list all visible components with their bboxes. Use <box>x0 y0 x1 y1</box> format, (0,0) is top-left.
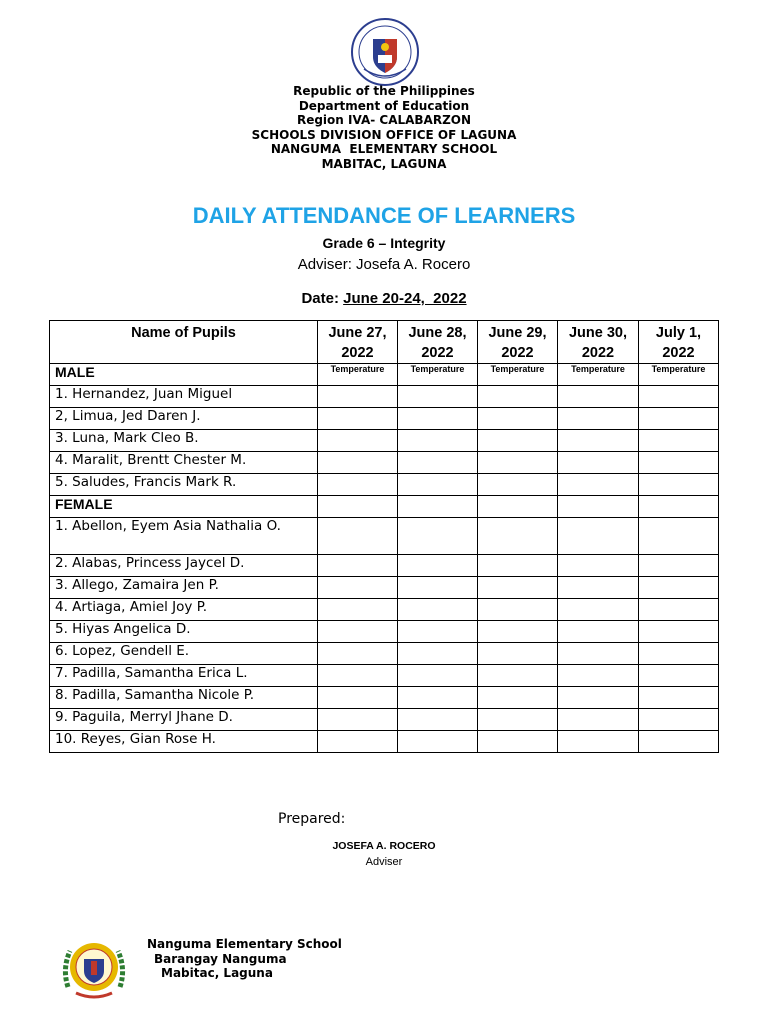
pupil-name: 4. Artiaga, Amiel Joy P. <box>50 599 318 621</box>
attendance-cell[interactable] <box>639 452 719 474</box>
attendance-cell[interactable] <box>318 665 398 687</box>
attendance-cell[interactable] <box>639 731 719 753</box>
date-column-header: June 29, 2022 <box>478 321 558 364</box>
table-row <box>50 430 719 452</box>
attendance-cell[interactable] <box>558 709 639 731</box>
female-label: FEMALE <box>50 496 318 518</box>
attendance-cell[interactable] <box>639 430 719 452</box>
table-row <box>50 577 719 599</box>
attendance-cell[interactable] <box>478 599 558 621</box>
attendance-cell[interactable] <box>639 474 719 496</box>
pupil-name: 6. Lopez, Gendell E. <box>50 643 318 665</box>
table-row <box>50 731 719 753</box>
attendance-cell[interactable] <box>478 474 558 496</box>
attendance-cell[interactable] <box>398 430 478 452</box>
attendance-cell[interactable] <box>398 731 478 753</box>
temperature-label: Temperature <box>318 364 398 386</box>
attendance-cell[interactable] <box>558 386 639 408</box>
attendance-cell[interactable] <box>398 452 478 474</box>
attendance-cell[interactable] <box>318 430 398 452</box>
table-row <box>50 665 719 687</box>
female-group-row <box>50 496 719 518</box>
header-line: Region IVA- CALABARZON <box>296 113 472 128</box>
table-row <box>50 687 719 709</box>
table-row <box>50 643 719 665</box>
document-title: DAILY ATTENDANCE OF LEARNERS <box>192 203 576 228</box>
date-value: June 20-24, 2022 <box>343 290 467 307</box>
attendance-cell[interactable] <box>478 518 558 555</box>
attendance-cell[interactable] <box>478 731 558 753</box>
temperature-label: Temperature <box>558 364 639 386</box>
deped-seal-icon <box>350 17 420 87</box>
attendance-cell[interactable] <box>478 577 558 599</box>
pupil-name: 1. Abellon, Eyem Asia Nathalia O. <box>50 518 318 555</box>
attendance-cell[interactable] <box>558 518 639 555</box>
header-line: MABITAC, LAGUNA <box>321 156 447 171</box>
attendance-cell[interactable] <box>639 555 719 577</box>
pupil-name: 1. Hernandez, Juan Miguel <box>50 386 318 408</box>
table-row <box>50 621 719 643</box>
table-row <box>50 518 719 555</box>
attendance-cell[interactable] <box>478 621 558 643</box>
temperature-label: Temperature <box>478 364 558 386</box>
attendance-cell[interactable] <box>558 665 639 687</box>
attendance-table <box>49 320 719 753</box>
attendance-cell[interactable] <box>398 621 478 643</box>
header-line: Republic of the Philippines <box>293 84 475 98</box>
attendance-cell[interactable] <box>639 518 719 555</box>
attendance-cell[interactable] <box>318 474 398 496</box>
attendance-cell[interactable] <box>398 408 478 430</box>
pupil-name: 3. Allego, Zamaira Jen P. <box>50 577 318 599</box>
attendance-cell[interactable] <box>398 577 478 599</box>
attendance-cell[interactable] <box>639 709 719 731</box>
attendance-cell[interactable] <box>558 408 639 430</box>
footer-address <box>147 937 342 981</box>
table-row <box>50 452 719 474</box>
male-group-row <box>50 364 719 386</box>
adviser-line: Adviser: Josefa A. Rocero <box>297 256 471 273</box>
pupil-name: 7. Padilla, Samantha Erica L. <box>50 665 318 687</box>
attendance-cell[interactable] <box>478 452 558 474</box>
attendance-cell[interactable] <box>639 665 719 687</box>
grade-section: Grade 6 – Integrity <box>322 235 446 251</box>
pupil-name: 8. Padilla, Samantha Nicole P. <box>50 687 318 709</box>
attendance-cell[interactable] <box>318 577 398 599</box>
attendance-cell[interactable] <box>558 731 639 753</box>
attendance-cell[interactable] <box>558 496 639 518</box>
name-column-header: Name of Pupils <box>50 321 318 364</box>
attendance-cell[interactable] <box>478 386 558 408</box>
attendance-cell[interactable] <box>398 665 478 687</box>
attendance-cell[interactable] <box>639 577 719 599</box>
table-row <box>50 474 719 496</box>
attendance-cell[interactable] <box>398 643 478 665</box>
attendance-cell[interactable] <box>558 577 639 599</box>
attendance-cell[interactable] <box>639 643 719 665</box>
attendance-cell[interactable] <box>318 687 398 709</box>
date-column-header: June 28, 2022 <box>398 321 478 364</box>
attendance-cell[interactable] <box>318 496 398 518</box>
attendance-cell[interactable] <box>558 643 639 665</box>
footer-line: Barangay Nanguma <box>154 951 287 966</box>
attendance-cell[interactable] <box>318 555 398 577</box>
pupil-name: 5. Saludes, Francis Mark R. <box>50 474 318 496</box>
attendance-cell[interactable] <box>639 599 719 621</box>
date-label: Date: <box>301 290 339 307</box>
attendance-cell[interactable] <box>639 496 719 518</box>
attendance-cell[interactable] <box>398 709 478 731</box>
footer-line: Nanguma Elementary School <box>147 937 342 951</box>
attendance-cell[interactable] <box>558 430 639 452</box>
date-column-header: July 1, 2022 <box>639 321 719 364</box>
attendance-cell[interactable] <box>478 665 558 687</box>
attendance-cell[interactable] <box>639 687 719 709</box>
signer-role: Adviser <box>365 856 403 868</box>
attendance-cell[interactable] <box>639 386 719 408</box>
date-column-header: June 30, 2022 <box>558 321 639 364</box>
attendance-cell[interactable] <box>478 496 558 518</box>
attendance-cell[interactable] <box>558 474 639 496</box>
header-line: NANGUMA ELEMENTARY SCHOOL <box>270 142 498 157</box>
table-row <box>50 386 719 408</box>
attendance-cell[interactable] <box>478 687 558 709</box>
footer-line: Mabitac, Laguna <box>161 966 273 980</box>
signer-name: JOSEFA A. ROCERO <box>332 840 436 852</box>
attendance-cell[interactable] <box>478 643 558 665</box>
table-row <box>50 555 719 577</box>
attendance-cell[interactable] <box>478 709 558 731</box>
header-line: SCHOOLS DIVISION OFFICE OF LAGUNA <box>251 127 517 142</box>
attendance-cell[interactable] <box>558 687 639 709</box>
attendance-cell[interactable] <box>398 386 478 408</box>
attendance-cell[interactable] <box>639 408 719 430</box>
attendance-cell[interactable] <box>639 621 719 643</box>
attendance-cell[interactable] <box>318 731 398 753</box>
pupil-name: 10. Reyes, Gian Rose H. <box>50 731 318 753</box>
table-row <box>50 709 719 731</box>
table-row <box>50 599 719 621</box>
document-header <box>0 84 768 172</box>
attendance-cell[interactable] <box>318 709 398 731</box>
attendance-cell[interactable] <box>398 518 478 555</box>
attendance-cell[interactable] <box>478 408 558 430</box>
prepared-label: Prepared: <box>278 811 346 827</box>
attendance-cell[interactable] <box>318 408 398 430</box>
pupil-name: 2. Alabas, Princess Jaycel D. <box>50 555 318 577</box>
attendance-cell[interactable] <box>478 555 558 577</box>
attendance-cell[interactable] <box>398 496 478 518</box>
pupil-name: 2, Limua, Jed Daren J. <box>50 408 318 430</box>
attendance-cell[interactable] <box>318 386 398 408</box>
attendance-cell[interactable] <box>318 599 398 621</box>
date-line <box>0 290 768 307</box>
temperature-label: Temperature <box>398 364 478 386</box>
attendance-cell[interactable] <box>318 621 398 643</box>
table-row <box>50 408 719 430</box>
attendance-cell[interactable] <box>558 599 639 621</box>
pupil-name: 5. Hiyas Angelica D. <box>50 621 318 643</box>
header-line: Department of Education <box>298 98 470 113</box>
attendance-cell[interactable] <box>558 555 639 577</box>
attendance-cell[interactable] <box>398 687 478 709</box>
attendance-cell[interactable] <box>318 452 398 474</box>
pupil-name: 9. Paguila, Merryl Jhane D. <box>50 709 318 731</box>
attendance-cell[interactable] <box>318 518 398 555</box>
attendance-cell[interactable] <box>318 643 398 665</box>
school-logo-icon <box>58 937 130 1001</box>
attendance-cell[interactable] <box>398 599 478 621</box>
pupil-name: 4. Maralit, Brentt Chester M. <box>50 452 318 474</box>
male-label: MALE <box>50 364 318 386</box>
attendance-cell[interactable] <box>398 474 478 496</box>
attendance-cell[interactable] <box>398 555 478 577</box>
attendance-cell[interactable] <box>558 452 639 474</box>
date-column-header: June 27, 2022 <box>318 321 398 364</box>
attendance-cell[interactable] <box>558 621 639 643</box>
temperature-label: Temperature <box>639 364 719 386</box>
attendance-cell[interactable] <box>478 430 558 452</box>
pupil-name: 3. Luna, Mark Cleo B. <box>50 430 318 452</box>
table-header-row <box>50 321 719 364</box>
